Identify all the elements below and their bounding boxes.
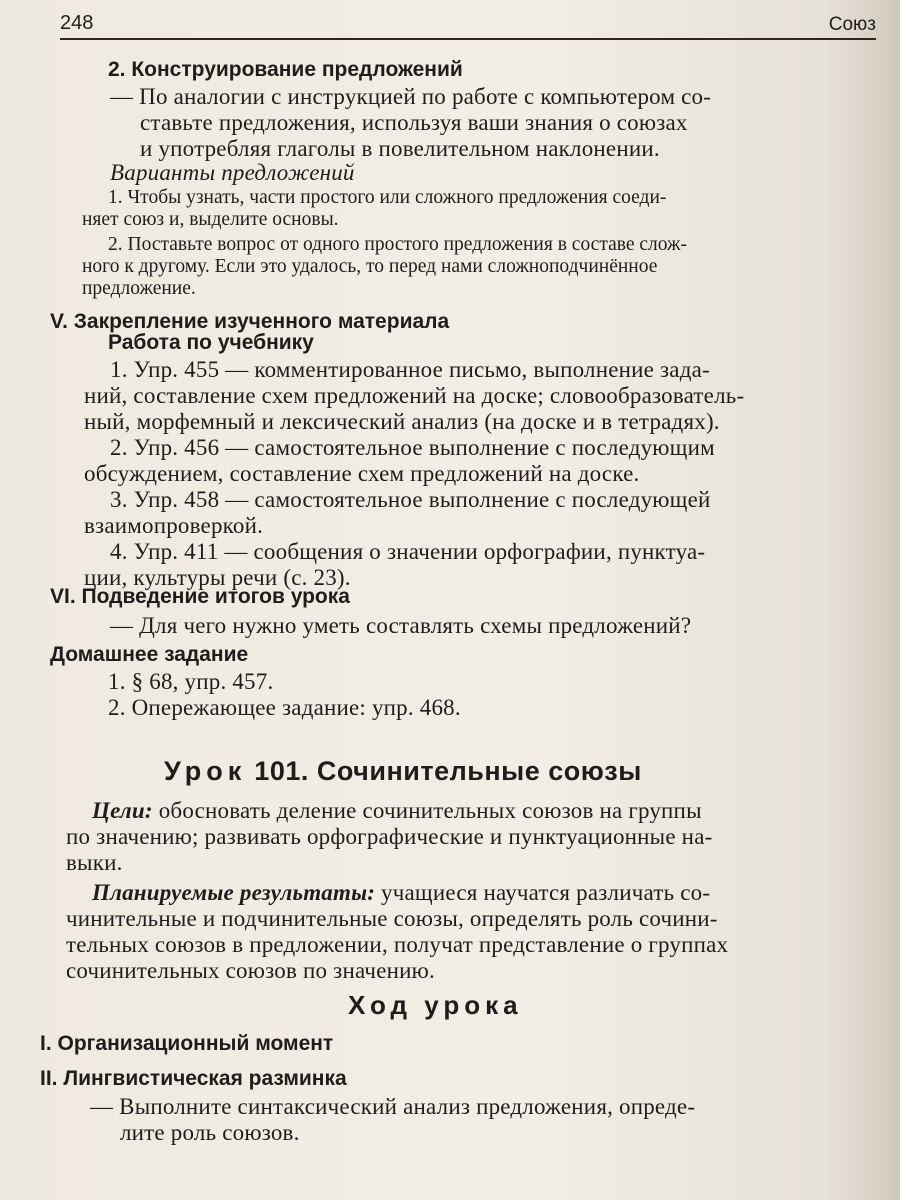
lesson-title-word: Урок — [164, 756, 247, 786]
exercise-line: 3. Упр. 458 — самостоятельное выполнение с последующей — [110, 487, 711, 512]
lesson-title-rest: 101. Сочинительные союзы — [254, 756, 642, 786]
results-line: сочинительных союзов по значению. — [66, 958, 435, 983]
exercise-line: 2. Упр. 456 — самостоятельное выполнение с последующим — [110, 435, 715, 460]
step-2-line: — Выполните синтаксический анализ предложения, опреде- — [90, 1094, 696, 1119]
step-1-heading: I. Организационный момент — [40, 1032, 334, 1055]
variant-line: предложение. — [82, 278, 196, 299]
section-v-subheading: Работа по учебнику — [108, 331, 314, 354]
instruction-line: — По аналогии с инструкцией по работе с компьютером со- — [110, 84, 712, 109]
running-head: Союз — [828, 14, 876, 35]
page-header — [60, 8, 876, 40]
results-line — [92, 880, 710, 906]
homework-heading: Домашнее задание — [50, 643, 249, 666]
results-line: тельных союзов в предложении, получат представление о группах — [66, 932, 729, 957]
section-2-heading: 2. Конструирование предложений — [108, 58, 463, 81]
goals-line: выки. — [66, 850, 123, 875]
exercise-line: 1. Упр. 455 — комментированное письмо, выполнение зада- — [110, 357, 710, 382]
exercise-line: ний, составление схем предложений на доске; словообразователь- — [84, 383, 745, 408]
homework-item: 2. Опережающее задание: упр. 468. — [108, 695, 461, 720]
course-heading: Ход урока — [348, 990, 523, 1020]
exercise-line: 4. Упр. 411 — сообщения о значении орфографии, пунктуа- — [110, 539, 706, 564]
section-v-heading: V. Закрепление изученного материала — [50, 310, 450, 333]
exercise-line: ный, морфемный и лексический анализ (на доске и в тетрадях). — [84, 409, 720, 434]
variants-heading: Варианты предложений — [110, 160, 355, 185]
results-line: чинительные и подчинительные союзы, определять роль сочини- — [66, 906, 718, 931]
exercise-line: ции, культуры речи (с. 23). — [84, 565, 351, 590]
step-2-line: лите роль союзов. — [120, 1120, 300, 1145]
step-2-heading: II. Лингвистическая разминка — [40, 1067, 347, 1090]
exercise-line: взаимопроверкой. — [84, 513, 264, 538]
variant-line: няет союз и, выделите основы. — [82, 209, 339, 230]
lesson-title — [164, 756, 642, 787]
results-label: Планируемые результаты: — [92, 880, 376, 905]
instruction-line: и употребляя глаголы в повелительном наклонении. — [140, 136, 660, 161]
goals-line: по значению; развивать орфографические и пунктуационные на- — [66, 824, 713, 849]
goals-text: обосновать деление сочинительных союзов на группы — [158, 798, 702, 823]
variant-line: ного к другому. Если это удалось, то перед нами сложноподчинённое — [82, 256, 658, 277]
summary-question: — Для чего нужно уметь составлять схемы предложений? — [110, 613, 692, 638]
results-text: учащиеся научатся различать со- — [381, 880, 711, 905]
goals-label: Цели: — [92, 798, 153, 823]
variant-line: 2. Поставьте вопрос от одного простого предложения в составе слож- — [108, 234, 687, 255]
homework-item: 1. § 68, упр. 457. — [108, 669, 274, 694]
section-vi-heading: VI. Подведение итогов урока — [50, 585, 350, 608]
instruction-line: ставьте предложения, используя ваши знания о союзах — [140, 110, 688, 135]
page-number: 248 — [60, 12, 94, 34]
variant-line: 1. Чтобы узнать, части простого или сложного предложения соеди- — [108, 187, 667, 208]
goals-line — [92, 798, 702, 824]
exercise-line: обсуждением, составление схем предложений на доске. — [84, 461, 640, 486]
